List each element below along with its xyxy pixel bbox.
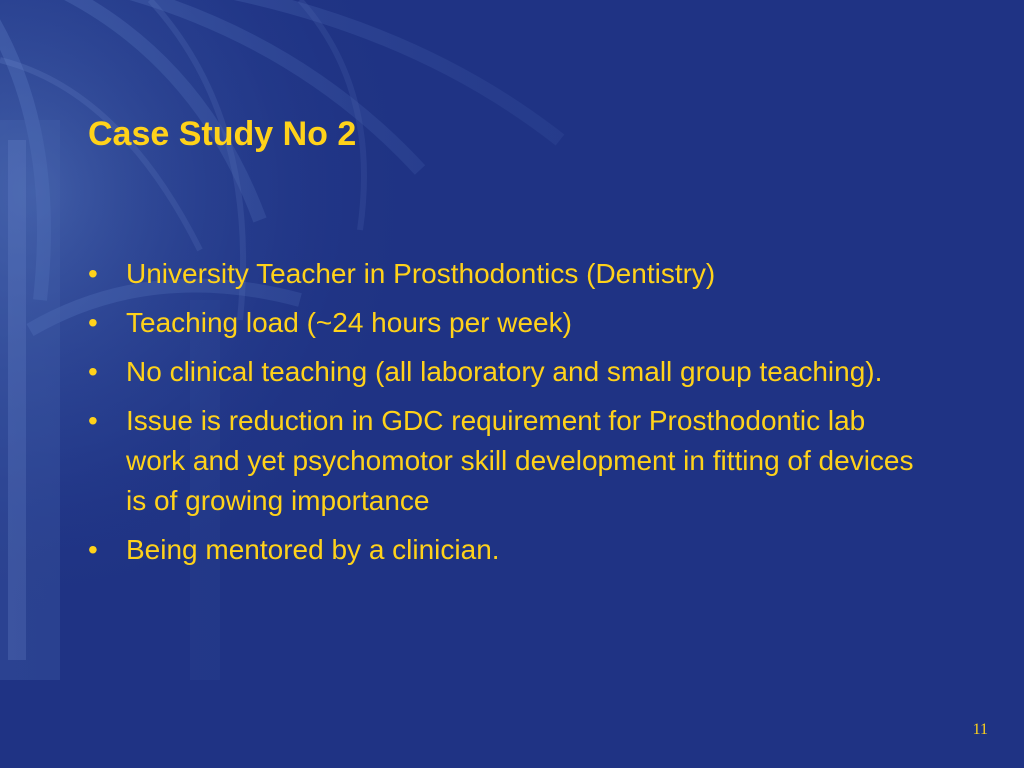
bullet-icon: • [88,258,98,289]
bullet-text: Teaching load (~24 hours per week) [126,307,572,338]
bullet-icon: • [88,307,98,338]
bullet-item [88,254,918,294]
bullet-icon: • [88,534,98,565]
bullet-text: Issue is reduction in GDC requirement for Prosthodontic lab work and yet psychomotor skill development in fitting of devices is of growing importance [126,405,914,516]
bullet-text: No clinical teaching (all laboratory and small group teaching). [126,356,883,387]
bullet-icon: • [88,405,98,436]
bullet-item [88,352,918,392]
bullet-list [88,254,918,579]
bullet-item [88,401,918,521]
slide-number: 11 [972,721,988,738]
bullet-item [88,303,918,343]
slide-title: Case Study No 2 [88,115,357,153]
bullet-item [88,530,918,570]
bullet-icon: • [88,356,98,387]
bullet-text: Being mentored by a clinician. [126,534,500,565]
bullet-text: University Teacher in Prosthodontics (Dentistry) [126,258,716,289]
